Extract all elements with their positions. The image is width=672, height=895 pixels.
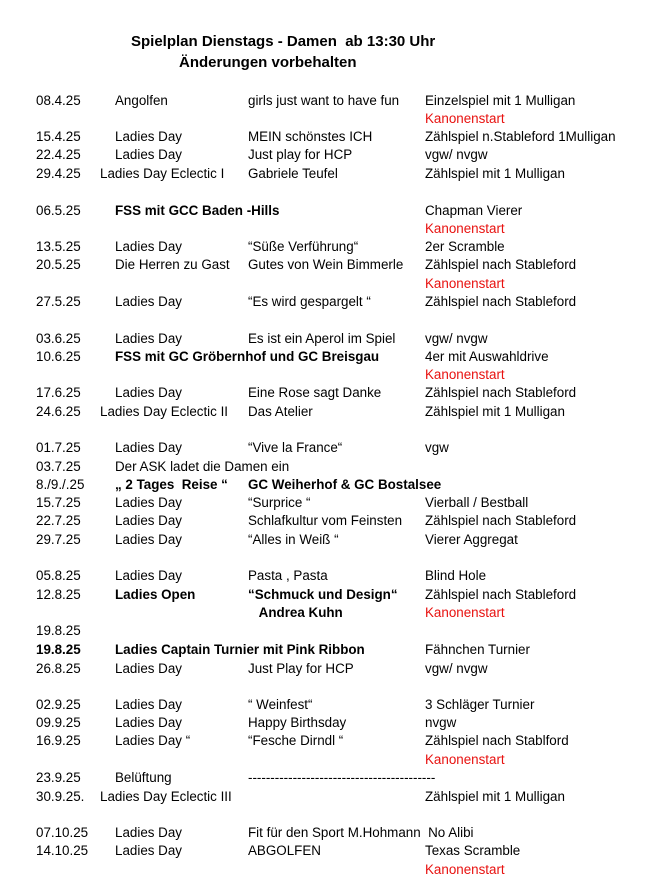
schedule-row [0,384,672,402]
schedule-row [0,696,672,714]
row-motto: Schlafkultur vom Feinsten [248,513,403,528]
row-event: Ladies Day “ [115,733,191,748]
row-date: 01.7.25 [36,440,81,455]
schedule-row [0,788,672,806]
row-format: Zählspiel nach Stableford [425,257,577,272]
schedule-row [0,732,672,750]
row-format: Kanonenstart [425,221,505,236]
row-motto: “Schmuck und Design“ [248,587,398,602]
row-event: Ladies Open [115,587,196,602]
row-event: Ladies Day [115,239,182,254]
schedule-row [0,494,672,512]
row-motto: Happy Birthsday [248,715,347,730]
row-motto: ------------------------------------------ [248,770,436,785]
row-date: 8./9./.25 [36,477,85,492]
row-motto: Eine Rose sagt Danke [248,385,382,400]
row-event: Belüftung [115,770,172,785]
row-date: 17.6.25 [36,385,81,400]
row-date: 06.5.25 [36,203,81,218]
schedule-row [0,92,672,110]
row-date: 12.8.25 [36,587,81,602]
row-event: „ 2 Tages Reise “ [115,477,228,492]
row-date: 22.7.25 [36,513,81,528]
row-event: Ladies Day [115,331,182,346]
row-motto: Das Atelier [248,404,313,419]
row-format: 4er mit Auswahldrive [425,349,549,364]
row-format: Einzelspiel mit 1 Mulligan [425,93,576,108]
schedule-row [0,403,672,421]
row-event: Ladies Day [115,825,182,840]
row-motto: Just Play for HCP [248,661,354,676]
row-event: Ladies Day [115,513,182,528]
row-motto: Gabriele Teufel [248,166,338,181]
row-date: 09.9.25 [36,715,81,730]
row-date: 20.5.25 [36,257,81,272]
row-date: 19.8.25 [36,642,81,657]
document-subtitle: Änderungen vorbehalten [179,54,357,71]
row-event: Ladies Day [115,129,182,144]
row-event: Ladies Day [115,147,182,162]
row-format: Vierer Aggregat [425,532,518,547]
schedule-row [0,567,672,585]
row-motto: “Surprice “ [248,495,311,510]
row-motto: “Alles in Weiß “ [248,532,339,547]
row-event: Ladies Day [115,843,182,858]
schedule-row [0,751,672,769]
schedule-row [0,330,672,348]
row-date: 19.8.25 [36,623,81,638]
schedule-row [0,842,672,860]
row-event: Angolfen [115,93,168,108]
row-event: Ladies Day [115,495,182,510]
row-date: 07.10.25 [36,825,89,840]
row-format: Chapman Vierer [425,203,523,218]
row-format: vgw/ nvgw [425,331,488,346]
row-format: Zählspiel nach Stableford [425,294,577,309]
row-event: FSS mit GCC Baden -Hills [115,203,280,218]
schedule-row [0,714,672,732]
row-date: 05.8.25 [36,568,81,583]
row-date: 03.7.25 [36,459,81,474]
row-format: Zählspiel nach Stableford [425,587,577,602]
row-format: Vierball / Bestball [425,495,529,510]
row-motto: Gutes von Wein Bimmerle [248,257,404,272]
schedule-row [0,769,672,787]
schedule-row [0,622,672,640]
schedule-row [0,439,672,457]
row-motto: “ Weinfest“ [248,697,313,712]
row-event: Ladies Day [115,440,182,455]
row-motto: GC Weiherhof & GC Bostalsee [248,477,442,492]
document-title: Spielplan Dienstags - Damen ab 13:30 Uhr [131,33,436,50]
row-format: Kanonenstart [425,862,505,877]
row-date: 15.7.25 [36,495,81,510]
row-event: Ladies Day [115,661,182,676]
schedule-row [0,586,672,604]
schedule-row [0,165,672,183]
schedule-row [0,293,672,311]
row-date: 08.4.25 [36,93,81,108]
row-event: Ladies Day [115,697,182,712]
row-event: Ladies Captain Turnier mit Pink Ribbon [115,642,365,657]
row-date: 29.7.25 [36,532,81,547]
schedule-row [0,660,672,678]
schedule-row [0,256,672,274]
schedule-row [0,366,672,384]
schedule-row [0,220,672,238]
row-format: Zählspiel nach Stableford [425,385,577,400]
row-event: Ladies Day [115,385,182,400]
row-format: Kanonenstart [425,276,505,291]
row-event: Ladies Day [115,568,182,583]
row-event: Ladies Day Eclectic I [100,166,225,181]
row-motto: Es ist ein Aperol im Spiel [248,331,396,346]
row-date: 26.8.25 [36,661,81,676]
row-format: 3 Schläger Turnier [425,697,535,712]
row-format: Fähnchen Turnier [425,642,530,657]
row-motto: Just play for HCP [248,147,353,162]
row-date: 22.4.25 [36,147,81,162]
row-event: FSS mit GC Gröbernhof und GC Breisgau [115,349,380,364]
schedule-row [0,146,672,164]
row-format: 2er Scramble [425,239,505,254]
row-date: 24.6.25 [36,404,81,419]
schedule-row [0,458,672,476]
row-event: Ladies Day [115,294,182,309]
row-format: Texas Scramble [425,843,521,858]
row-date: 16.9.25 [36,733,81,748]
schedule-row [0,128,672,146]
row-date: 23.9.25 [36,770,81,785]
row-event: Der ASK ladet die Damen ein [115,459,290,474]
row-motto: “Fesche Dirndl “ [248,733,344,748]
schedule-row [0,110,672,128]
row-format: Kanonenstart [425,605,505,620]
row-date: 02.9.25 [36,697,81,712]
row-motto: MEIN schönstes ICH [248,129,373,144]
schedule-row [0,641,672,659]
schedule-row [0,824,672,842]
schedule-row [0,512,672,530]
row-date: 15.4.25 [36,129,81,144]
schedule-row [0,476,672,494]
row-date: 29.4.25 [36,166,81,181]
row-format: Kanonenstart [425,752,505,767]
row-event: Ladies Day Eclectic II [100,404,229,419]
schedule-row [0,348,672,366]
row-motto: girls just want to have fun [248,93,400,108]
schedule-row [0,275,672,293]
row-format: vgw/ nvgw [425,661,488,676]
row-format: Zählspiel mit 1 Mulligan [425,789,565,804]
row-format: Zählspiel mit 1 Mulligan [425,166,565,181]
row-date: 27.5.25 [36,294,81,309]
row-format: Zählspiel mit 1 Mulligan [425,404,565,419]
schedule-row [0,238,672,256]
schedule-row [0,861,672,879]
row-format: vgw [425,440,449,455]
row-date: 14.10.25 [36,843,89,858]
row-date: 10.6.25 [36,349,81,364]
row-motto: “Süße Verführung“ [248,239,359,254]
row-format: Zählspiel nach Stablford [425,733,569,748]
row-format: vgw/ nvgw [425,147,488,162]
row-date: 03.6.25 [36,331,81,346]
row-event: Die Herren zu Gast [115,257,230,272]
row-format: Blind Hole [425,568,487,583]
row-event: Ladies Day [115,532,182,547]
row-motto: Fit für den Sport M.Hohmann No Alibi [248,825,474,840]
row-motto: ABGOLFEN [248,843,321,858]
schedule-row [0,531,672,549]
row-event: Ladies Day Eclectic III [100,789,232,804]
row-format: Zählspiel n.Stableford 1Mulligan [425,129,616,144]
row-event: Ladies Day [115,715,182,730]
schedule-row [0,604,672,622]
row-motto: “Es wird gespargelt “ [248,294,371,309]
row-format: Zählspiel nach Stableford [425,513,577,528]
row-motto: “Vive la France“ [248,440,343,455]
row-date: 30.9.25. [36,789,85,804]
row-format: Kanonenstart [425,111,505,126]
schedule-row [0,202,672,220]
row-motto: Pasta , Pasta [248,568,328,583]
row-format: nvgw [425,715,457,730]
row-motto: Andrea Kuhn [248,605,343,620]
row-date: 13.5.25 [36,239,81,254]
row-format: Kanonenstart [425,367,505,382]
